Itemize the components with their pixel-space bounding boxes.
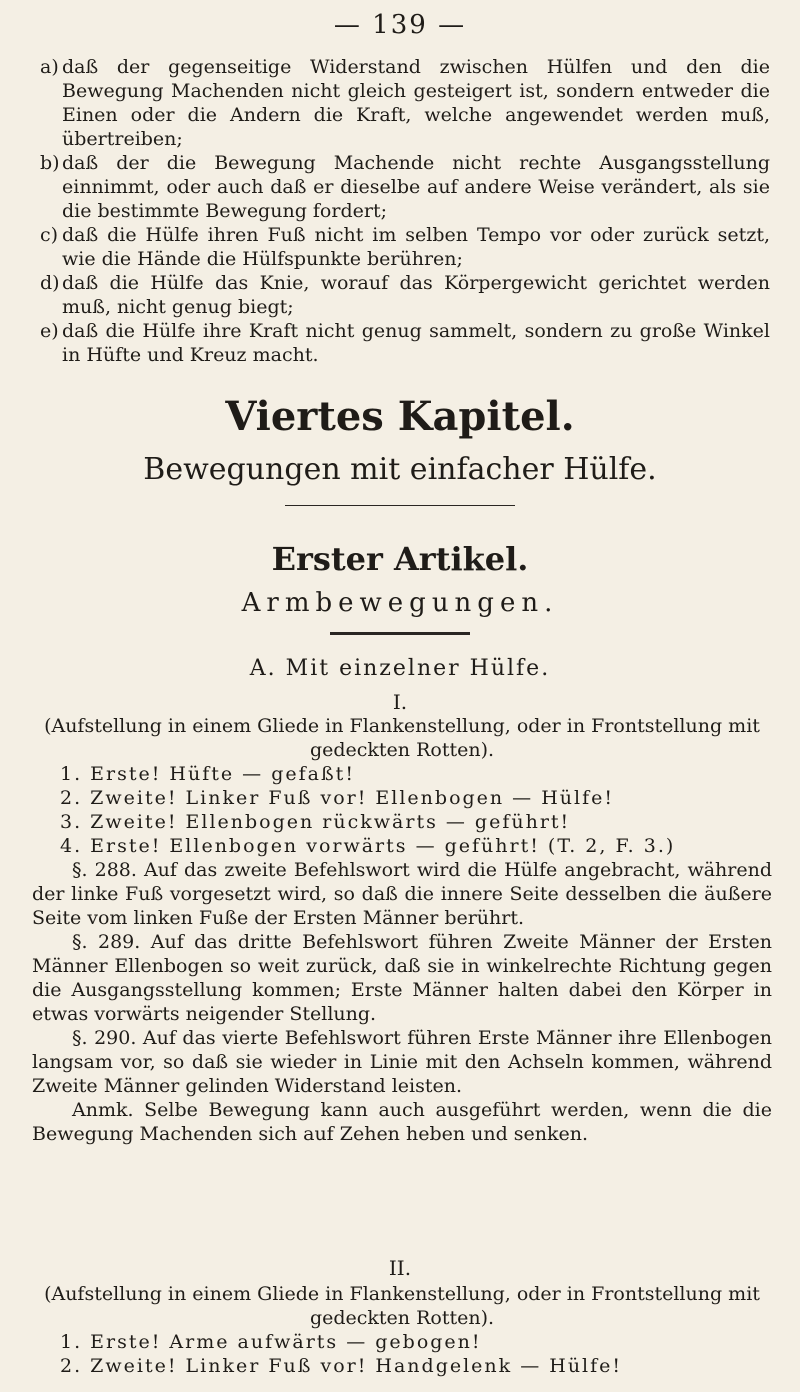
list-text: daß die Hülfe ihre Kraft nicht genug sammelt, sondern zu große Winkel in Hüfte und Kreuz macht. xyxy=(62,320,770,366)
paragraph: §. 289. Auf das dritte Befehlswort führen Zweite Männer der Ersten Männer Ellenbogen so weit zurück, daß sie in winkelrechte Richtung gegen die Ausgangsstellung kommen; Erste Männer halten dabei den Körper in etwas vorwärts neigender Stellung. xyxy=(32,931,772,1025)
section-heading: A. Mit einzelner Hülfe. xyxy=(249,656,551,681)
command-line: 3. Zweite! Ellenbogen rückwärts — geführt! xyxy=(60,811,571,833)
page-number: — 139 — xyxy=(333,10,467,40)
list-text: daß der gegenseitige Widerstand zwischen Hülfen und den die Bewegung Machenden nicht gleich gesteigert ist, sondern entweder die Einen oder die Andern die Kraft, welche angewendet werden muß, übertreiben; xyxy=(62,56,770,150)
command-line: 1. Erste! Hüfte — gefaßt! xyxy=(60,763,355,785)
list-item xyxy=(40,151,770,223)
list-marker: c) xyxy=(40,224,59,246)
error-list xyxy=(40,55,770,367)
paragraph: §. 288. Auf das zweite Befehlswort wird die Hülfe angebracht, während der linke Fuß vorgesetzt wird, so daß die innere Seite desselben die äußere Seite vom linken Fuße der Ersten Männer berührt. xyxy=(32,859,772,929)
list-item xyxy=(40,319,770,367)
list-item xyxy=(40,55,770,151)
list-text: daß die Hülfe das Knie, worauf das Körpergewicht gerichtet werden muß, nicht genug biegt; xyxy=(62,272,770,318)
chapter-title: Viertes Kapitel. xyxy=(225,393,575,440)
list-text: daß die Hülfe ihren Fuß nicht im selben Tempo vor oder zurück setzt, wie die Hände die Hülfspunkte berühren; xyxy=(62,224,770,270)
divider xyxy=(285,505,515,506)
part-numeral: II. xyxy=(388,1256,412,1280)
command-line: 2. Zweite! Linker Fuß vor! Handgelenk — Hülfe! xyxy=(60,1355,623,1377)
setup-instruction: (Aufstellung in einem Gliede in Flankenstellung, oder in Frontstellung mit gedeckten Rotten). xyxy=(44,715,760,761)
chapter-subtitle: Bewegungen mit einfacher Hülfe. xyxy=(143,452,657,487)
list-marker: d) xyxy=(40,272,60,294)
part-two xyxy=(32,1282,772,1378)
ornament-divider xyxy=(330,632,470,635)
part-one xyxy=(32,714,772,1146)
list-item xyxy=(40,271,770,319)
setup-instruction: (Aufstellung in einem Gliede in Flankenstellung, oder in Frontstellung mit gedeckten Rotten). xyxy=(44,1283,760,1329)
command-line: 2. Zweite! Linker Fuß vor! Ellenbogen — Hülfe! xyxy=(60,787,615,809)
command-line: 4. Erste! Ellenbogen vorwärts — geführt! (T. 2, F. 3.) xyxy=(60,835,676,857)
list-text: daß der die Bewegung Machende nicht rechte Ausgangsstellung einnimmt, oder auch daß er dieselbe auf andere Weise verändert, als sie die bestimmte Bewegung fordert; xyxy=(62,152,770,222)
article-title: Erster Artikel. xyxy=(271,540,529,578)
list-marker: b) xyxy=(40,152,60,174)
article-subtitle: Armbewegungen. xyxy=(241,588,559,618)
command-line: 1. Erste! Arme aufwärts — gebogen! xyxy=(60,1331,482,1353)
part-numeral: I. xyxy=(392,690,408,714)
list-item xyxy=(40,223,770,271)
list-marker: a) xyxy=(40,56,59,78)
note-paragraph: Anmk. Selbe Bewegung kann auch ausgeführt werden, wenn die die Bewegung Machenden sich auf Zehen heben und senken. xyxy=(32,1099,772,1145)
list-marker: e) xyxy=(40,320,59,342)
paragraph: §. 290. Auf das vierte Befehlswort führen Erste Männer ihre Ellenbogen langsam vor, so daß sie wieder in Linie mit den Achseln kommen, während Zweite Männer gelinden Widerstand leisten. xyxy=(32,1027,772,1097)
